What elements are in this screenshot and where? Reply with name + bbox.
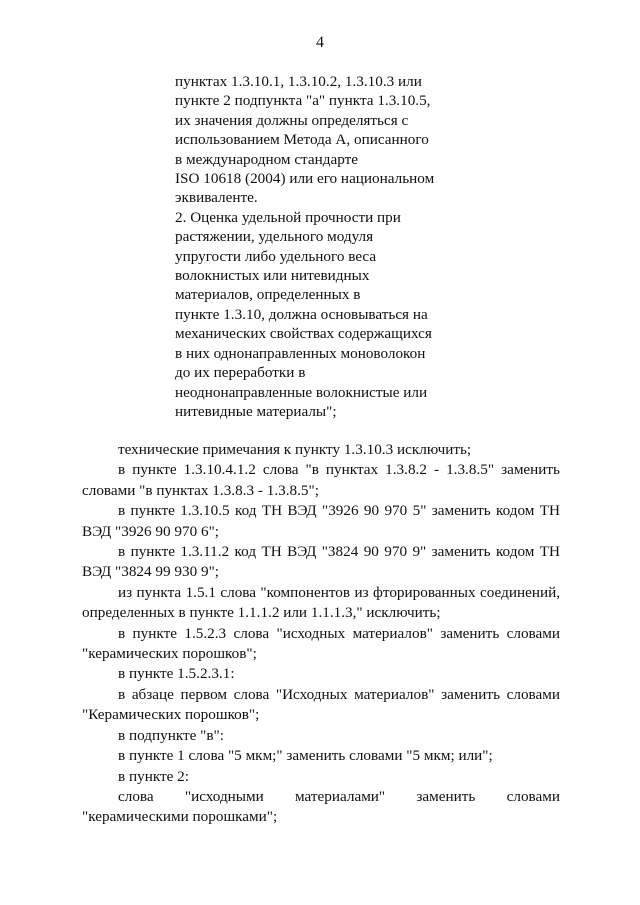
paragraph: в пункте 1.3.10.4.1.2 слова "в пунктах 1.3.8.2 - 1.3.8.5" заменить словами "в пунктах 1.3.8.3 - 1.3.8.5"; xyxy=(82,461,560,499)
quoted-line: их значения должны определяться с xyxy=(175,111,409,129)
quoted-amendment-text xyxy=(175,72,475,421)
quoted-line: волокнистых или нитевидных xyxy=(175,267,370,285)
quoted-line: в международном стандарте xyxy=(175,150,358,168)
paragraph: в пункте 1.5.2.3 слова "исходных материалов" заменить словами "керамических порошков"; xyxy=(82,624,560,663)
paragraph: в пункте 1.5.2.3.1: xyxy=(118,665,235,683)
paragraph: в пункте 2: xyxy=(118,767,189,785)
paragraph: слова "исходными материалами" заменить словами "керамическими порошками"; xyxy=(82,787,560,826)
quoted-line: механических свойствах содержащихся xyxy=(175,325,432,343)
quoted-line: упругости либо удельного веса xyxy=(175,247,377,265)
quoted-line: эквиваленте. xyxy=(175,189,258,207)
page-number: 4 xyxy=(316,34,324,51)
paragraph: из пункта 1.5.1 слова "компонентов из фторированных соединений, определенных в пункте 1.1.1.2 или 1.1.1.3," исключить; xyxy=(82,583,560,622)
quoted-line: неоднонаправленные волокнистые или xyxy=(175,383,428,401)
amendment-instructions xyxy=(82,440,560,828)
quoted-line: материалов, определенных в xyxy=(175,286,361,304)
quoted-line: растяжении, удельного модуля xyxy=(175,228,374,246)
quoted-line: пункте 1.3.10, должна основываться на xyxy=(175,305,428,323)
paragraph: в пункте 1 слова "5 мкм;" заменить словами "5 мкм; или"; xyxy=(118,747,493,765)
paragraph: в подпункте "в": xyxy=(118,726,224,744)
quoted-line: ISO 10618 (2004) или его национальном xyxy=(175,170,435,188)
quoted-line: в них однонаправленных моноволокон xyxy=(175,344,426,362)
paragraph: в пункте 1.3.11.2 код ТН ВЭД "3824 90 970 9" заменить кодом ТН ВЭД "3824 99 930 9"; xyxy=(82,543,560,581)
paragraph: в пункте 1.3.10.5 код ТН ВЭД "3926 90 970 5" заменить кодом ТН ВЭД "3926 90 970 6"; xyxy=(82,502,560,540)
quoted-line: до их переработки в xyxy=(175,364,306,382)
quoted-line: 2. Оценка удельной прочности при xyxy=(175,208,401,226)
quoted-line: использованием Метода А, описанного xyxy=(175,131,429,149)
paragraph: технические примечания к пункту 1.3.10.3 исключить; xyxy=(118,441,472,458)
quoted-line: пунктах 1.3.10.1, 1.3.10.2, 1.3.10.3 или xyxy=(175,73,422,90)
quoted-line: нитевидные материалы"; xyxy=(175,402,337,420)
paragraph: в абзаце первом слова "Исходных материалов" заменить словами "Керамических порошков"; xyxy=(82,685,560,724)
quoted-line: пункте 2 подпункта "a" пункта 1.3.10.5, xyxy=(175,92,431,110)
